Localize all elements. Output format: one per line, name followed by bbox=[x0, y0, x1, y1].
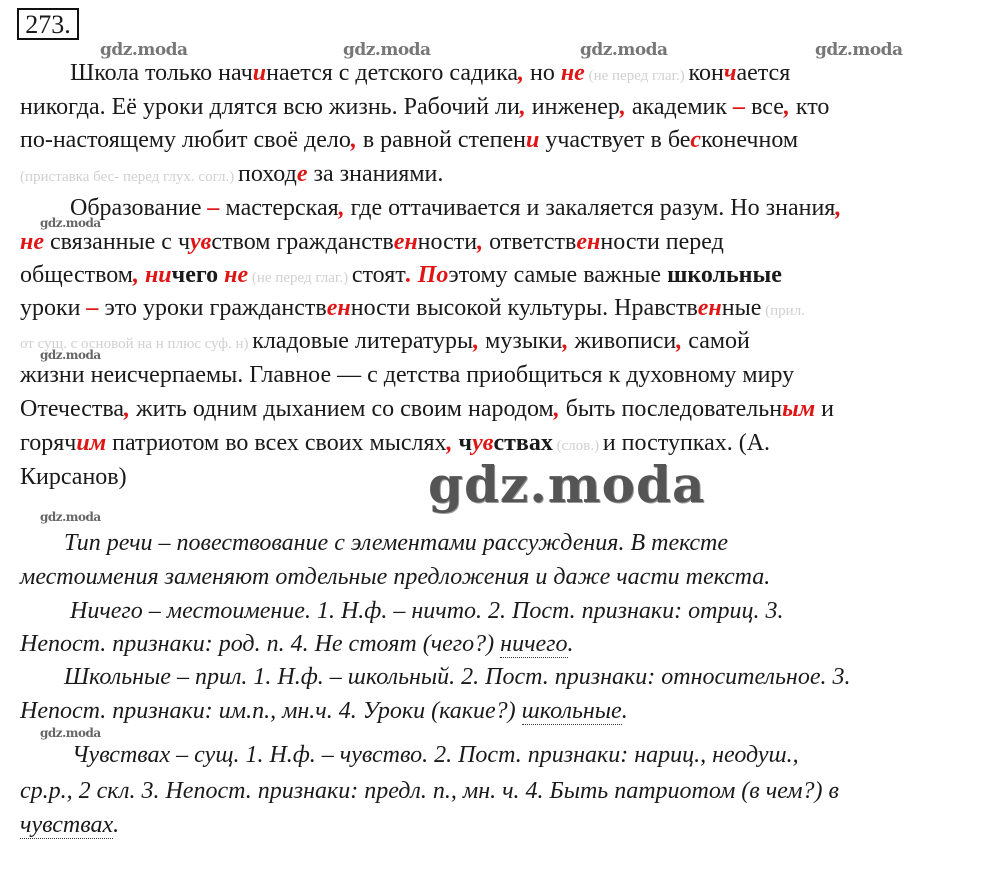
watermark-logo: gdz.moda bbox=[40, 510, 101, 524]
analysis-line: Чувствах – сущ. 1. Н.ф. – чувство. 2. Пост. признаки: нариц., неодуш., bbox=[72, 742, 799, 768]
watermark-logo: gdz.moda bbox=[40, 348, 101, 362]
text-line: Образование – мастерская, где оттачивается и закаляется разум. Но знания, bbox=[70, 195, 842, 221]
watermark-logo: gdz.moda bbox=[40, 216, 101, 230]
watermark-logo: gdz.moda bbox=[815, 40, 903, 60]
text-line: от сущ. с основой на н плюс суф. н) кладовые литературы, музыки, живописи, самой bbox=[20, 328, 750, 354]
task-number-box: 273. bbox=[17, 8, 79, 40]
watermark-logo: gdz.moda bbox=[580, 40, 668, 60]
analysis-line: местоимения заменяют отдельные предложения и даже части текста. bbox=[20, 564, 771, 590]
analysis-line: ср.р., 2 скл. 3. Непост. признаки: предл. п., мн. ч. 4. Быть патриотом (в чем?) в bbox=[20, 778, 839, 804]
watermark-large: gdz.moda bbox=[428, 455, 706, 514]
text-line: по-настоящему любит своё дело, в равной степени участвует в бесконечном bbox=[20, 127, 799, 153]
text-line: никогда. Её уроки длятся всю жизнь. Рабочий ли, инженер, академик – все, кто bbox=[20, 94, 830, 120]
text-line: горячим патриотом во всех своих мыслях, чувствах (слов.) и поступках. (А. bbox=[20, 430, 771, 456]
analysis-line: Тип речи – повествование с элементами рассуждения. В тексте bbox=[64, 530, 729, 556]
text-line: уроки – это уроки гражданственности высокой культуры. Нравственные (прил. bbox=[20, 295, 805, 321]
text-line: Отечества, жить одним дыханием со своим народом, быть последовательным и bbox=[20, 396, 834, 422]
analysis-line: Непост. признаки: род. п. 4. Не стоят (чего?) ничего. bbox=[20, 631, 574, 657]
analysis-line: Непост. признаки: им.п., мн.ч. 4. Уроки (какие?) школьные. bbox=[20, 698, 628, 724]
watermark-logo: gdz.moda bbox=[343, 40, 431, 60]
analysis-line: чувствах. bbox=[20, 812, 120, 838]
watermark-logo: gdz.moda bbox=[40, 726, 101, 740]
text-line: (приставка бес- перед глух. согл.) походе за знаниями. bbox=[20, 161, 444, 187]
text-line: жизни неисчерпаемы. Главное — с детства приобщиться к духовному миру bbox=[20, 362, 795, 388]
analysis-line: Школьные – прил. 1. Н.ф. – школьный. 2. Пост. признаки: относительное. 3. bbox=[64, 664, 851, 690]
text-line: Школа только начинается с детского садика, но не (не перед глаг.) кончается bbox=[70, 60, 791, 86]
text-line: не связанные с чувством гражданственности, ответственности перед bbox=[20, 229, 724, 255]
watermark-logo: gdz.moda bbox=[100, 40, 188, 60]
analysis-line: Ничего – местоимение. 1. Н.ф. – ничто. 2. Пост. признаки: отриц. 3. bbox=[70, 598, 784, 624]
text-line: обществом, ничего не (не перед глаг.) стоят. Поэтому самые важные школьные bbox=[20, 262, 782, 288]
text-line: Кирсанов) bbox=[20, 464, 127, 490]
